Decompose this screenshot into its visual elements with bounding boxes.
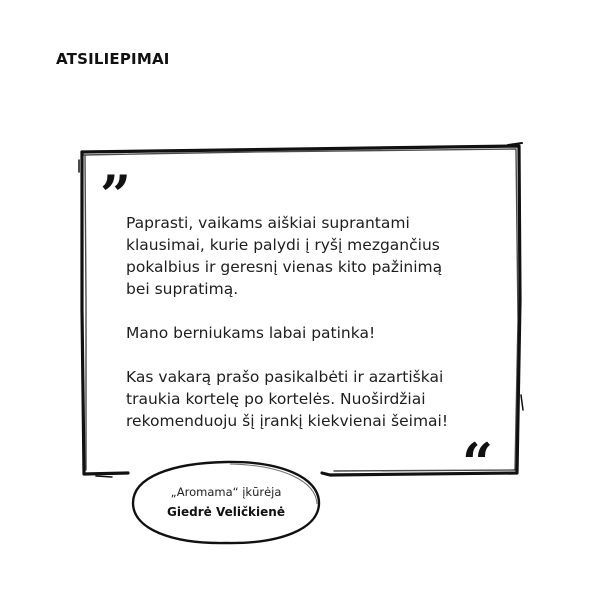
author-badge-oval [130,459,322,546]
testimonial-paragraph-2: Mano berniukams labai patinka! [126,324,376,342]
close-quote-icon: “ [462,431,491,495]
open-quote-icon: ” [100,163,129,227]
testimonial-paragraph-1: Paprasti, vaikams aiškiai suprantami klausimai, kurie palydi į ryšį mezgančius pokalbius ir geresnį vienas kito pažinimą bei supratimą. [126,214,443,298]
testimonial-paragraph-3: Kas vakarą prašo pasikalbėti ir azartiškai traukia kortelę po kortelės. Nuoširdžiai rekomenduoju šį įrankį kiekvienai šeimai! [126,368,449,430]
testimonial-text [126,212,506,454]
author-name: Giedrė Veličkienė [167,505,285,519]
page-title: ATSILIEPIMAI [56,50,170,68]
author-role: „Aromama“ įkūrėja [170,485,282,499]
